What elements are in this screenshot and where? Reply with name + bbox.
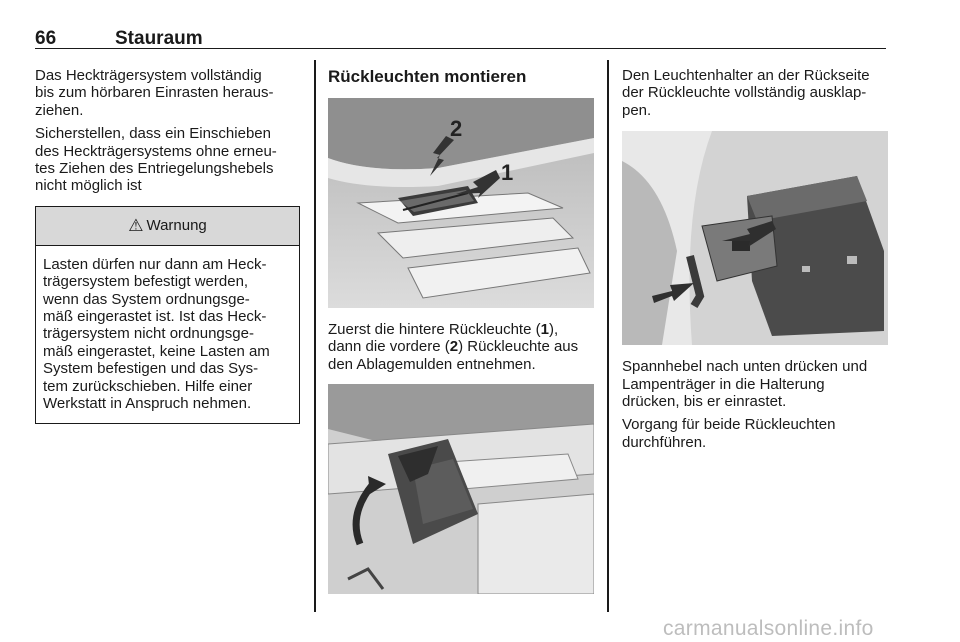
paragraph-repeat: [622, 416, 888, 451]
warning-box: [35, 206, 300, 424]
figure-label-1: 1: [501, 160, 514, 185]
paragraph-pull-out: [35, 67, 300, 119]
text-line: drücken, bis er einrastet.: [622, 393, 787, 411]
text-line: durchführen.: [622, 433, 707, 451]
figure-tail-lights-in-storage: [328, 98, 594, 308]
warning-title: Warnung: [146, 217, 207, 235]
column-divider: [314, 60, 316, 612]
text-line: trägersystem befestigt werden,: [43, 273, 249, 291]
text-line: trägersystem nicht ordnungsge-: [43, 325, 254, 343]
figure-label-2: 2: [450, 116, 463, 141]
paragraph-press-lever: [622, 358, 888, 410]
warning-header: [36, 207, 299, 246]
warning-body: [36, 246, 299, 423]
warning-triangle-icon: ⚠: [128, 216, 144, 236]
text-line: Lampenträger in die Halterung: [622, 375, 825, 393]
caption-number: 1: [540, 321, 549, 338]
page-number: 66: [35, 28, 57, 49]
text-line: Vorgang für beide Rückleuchten: [622, 416, 836, 434]
text-line: bis zum hörbaren Einrasten heraus-: [35, 84, 274, 102]
caption-text: ) Rückleuchte aus: [458, 338, 579, 356]
column-left: [35, 67, 300, 424]
column-right: [622, 67, 888, 457]
text-line: Spannhebel nach unten drücken und: [622, 358, 868, 376]
text-line: wenn das System ordnungsge-: [43, 290, 250, 308]
paragraph-ensure-locked: [35, 125, 300, 195]
caption-remove-lights: [328, 321, 594, 373]
text-line: tes Ziehen des Entriegelungshebels: [35, 160, 274, 178]
column-middle: [328, 67, 594, 594]
watermark-text: carmanualsonline.info: [663, 617, 874, 640]
text-line: Lasten dürfen nur dann am Heck-: [43, 255, 267, 273]
text-line: mäß eingerastet ist. Ist das Heck-: [43, 308, 267, 326]
text-line: der Rückleuchte vollständig ausklap-: [622, 84, 867, 102]
text-line: Den Leuchtenhalter an der Rückseite: [622, 67, 870, 84]
text-line: Das Heckträgersystem vollständig: [35, 67, 262, 84]
text-line: Werkstatt in Anspruch nehmen.: [43, 395, 252, 413]
caption-text: ),: [548, 321, 559, 338]
figure-fold-out-holder: [328, 384, 594, 594]
text-line: System befestigen und das Sys-: [43, 360, 259, 378]
caption-text: dann die vordere (: [328, 338, 450, 356]
text-line: den Ablagemulden entnehmen.: [328, 355, 536, 373]
section-heading: Rückleuchten montieren: [328, 67, 527, 86]
text-line: [328, 321, 594, 338]
text-line: ziehen.: [35, 101, 84, 119]
text-line: nicht möglich ist: [35, 177, 142, 195]
paragraph-fold-holder: [622, 67, 888, 119]
section-title: Stauraum: [115, 28, 203, 49]
text-line: des Heckträgersystems ohne erneu-: [35, 142, 277, 160]
text-line: Sicherstellen, dass ein Einschieben: [35, 125, 271, 143]
text-line: pen.: [622, 101, 652, 119]
column-divider: [607, 60, 609, 612]
text-line: tem zurückschieben. Hilfe einer: [43, 377, 253, 395]
page-header: [35, 26, 886, 49]
caption-text: Zuerst die hintere Rückleuchte (: [328, 321, 541, 338]
text-line: mäß eingerastet, keine Lasten am: [43, 342, 270, 360]
figure-insert-lamp-carrier: [622, 131, 888, 345]
caption-number: 2: [449, 338, 459, 356]
text-line: [328, 338, 594, 355]
